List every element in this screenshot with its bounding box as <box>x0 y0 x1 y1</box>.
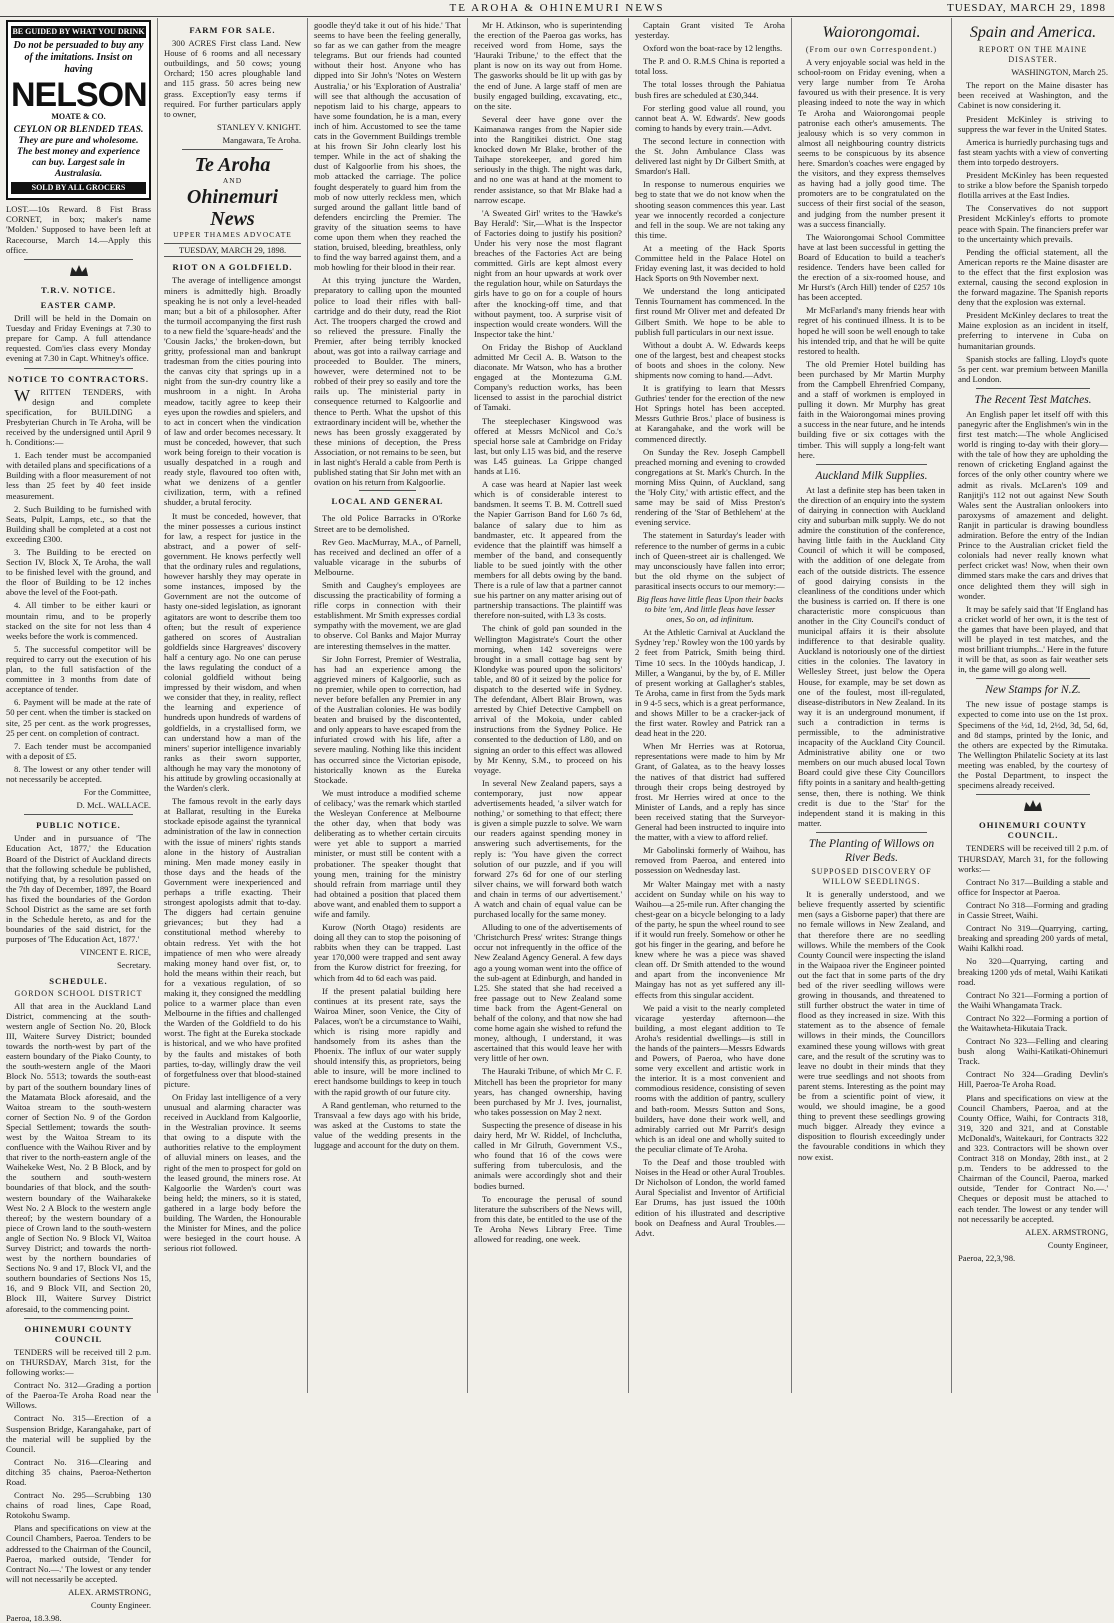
schedule-subheading: GORDON SCHOOL DISTRICT <box>14 988 143 998</box>
public-notice-signature-title: Secretary. <box>116 960 151 971</box>
local-item: The old Police Barracks in O'Rorke Street are to be demolished. <box>314 513 461 534</box>
nameplate-and: AND <box>222 176 243 186</box>
lost-notice: LOST.—10s Reward. 8 Fist Brass CORNET, in box; maker's name 'Molden.' Supposed to have been left at Racecourse, March 14.—Apply this office. <box>6 204 151 255</box>
trv-title: EASTER CAMP. <box>40 299 117 310</box>
contractors-item: 2. Such Building to be furnished with Seats, Pulpit, Lamps, etc., so that the Building shall be completed at a cost not exceeding £300. <box>6 503 151 544</box>
news-item: It is gratifying to learn that Messrs Guthries' tender for the erection of the new Hot Springs hotel has been accepted. Messrs Guthrie Bros.' place of business is at Karangahake, and the work will be commenced directly. <box>635 383 785 444</box>
public-notice-signature: VINCENT E. RICE, <box>80 947 151 958</box>
divider <box>816 832 927 833</box>
news-item: In response to numerous enquiries we beg to state that we do not know when the shooting season commences this year. Last year we innocently recorded a conjecture and fell in the soup. We are not taking any this time. <box>635 179 785 240</box>
issue-date: TUESDAY, MARCH 29, 1898. <box>164 243 301 257</box>
riot-paragraph: The famous revolt in the early days at Ballarat, resulting in the Eureka stockade episode against the tyrannical administration of the law in connection with the issue of miners' rights stands alone in the history of Australian mining. Men made money easily in those days and the heads of the Government were inexperienced and perhaps a trifle exacting. Their strongest apologists admit that to-day. The diggers had certain genuine grievances; but they had a constitutional method whereby to obtain redress. Yet with the hot impatience of men who were already making money hand over fist, or, to hold the means within their reach, but for a vexatious regulation, of so making it, they consigned the meddling police to a warmer place than even Melbourne in the fifties and challenged the Warden of the Goldfield to do his worst. The fight at the Eureka stockade is historical, and we who have profited by the faults and mistakes of both parties, to-day, willingly draw the veil of forgetfulness over that blood-stained picture. <box>164 796 301 1089</box>
news-item: We understand the long anticipated Tennis Tournament has commenced. In the first round Mr Oliver met and defeated Dr Gilbert Smith. We hope to be able to publish full particulars in our next issue. <box>635 286 785 337</box>
spain-paragraph: The report on the Maine disaster has been received at Washington, and the Cabinet is now considering it. <box>958 80 1108 111</box>
news-item: A case was heard at Napier last week which is of considerable interest to bandsmen. It seems T. B. M. Cottrell sued the Napier Garrison Band for L60 7s 6d, balance of salary due to him as bandmaster, etc. It appeared from the evidence that the plaintiff was himself a member of the band, and consequently liable to be sued jointly with the other members for all debts owing by the band. There is a rule of law that a partner cannot sue his partner on any matter arising out of partnership transactions. The plaintiff was therefore non-suited, with L3 3s costs. <box>474 479 622 621</box>
news-item: The Hauraki Tribune, of which Mr C. F. Mitchell has been the proprietor for many years, has changed ownership, having been purchased by Mr J. Ives, journalist, who takes possession on May 2 next. <box>474 1066 622 1117</box>
news-item: 'A Sweated Girl' writes to the 'Hawke's Bay Herald': 'Sir,—What is the Inspector of Factories doing to justify his position? Under his very nose the most flagrant breaches of the Factories Act are being committed. Girls are kept almost every night from an hour upwards at work over the regulation hour, while on Saturdays the girls have to go on for a couple of hours after the knocking-off time, and that without payment, too. A surprise visit of inspection would create wonders. Will the Inspector take the hint.' <box>474 207 622 339</box>
news-item: Suspecting the presence of disease in his dairy herd, Mr W. Riddel, of Inchclutha, called in Mr Gilruth, Government V.S., who found that 16 of the cows were suffering from tuberculosis, and the animals were accordingly shot and their bodies burned. <box>474 1119 622 1191</box>
council-item: Contract No 317—Building a stable and office for Inspector at Paeroa. <box>958 876 1108 897</box>
willows-subheading: SUPPOSED DISCOVERY OF WILLOW SEEDLINGS. <box>811 866 932 887</box>
waiorongomai-paragraph: A very enjoyable social was held in the school-room on Friday evening, when a very large number from Te Aroha favoured us with their presence. It is very pleasing indeed to note the way in which Te Aroha and Waiorongomai people patronise each other's amusements. The jealousy which is so very common in almost all neighbouring country districts seems to be conspicuous by its absence here. Smardon's coaches were engaged by the visitors, and they express themselves as having had a jolly good time. The promoters are to be congratulated on the success of their first social of the season, and judging from the number present it was a success financially. <box>798 57 945 229</box>
news-item: We paid a visit to the nearly completed vicarage yesterday afternoon—the building, a most elegant addition to Te Aroha's residential dwellings—is still in the hands of the painters—Messrs Edwards and Powers, of Paeroa, who have done some very excellent and artistic work in the interior. It is a most convenient and commodious residence, consisting of seven rooms with the addition of pantry, scullery and bath-room. Messrs Sutton and Sons, builders, have done their work well, and admirably carried out Mr Parrit's design which is an ideal one and wholly suited to the peculiar climate of Te Aroha. <box>635 1002 785 1154</box>
column-5 <box>629 18 792 1393</box>
waiorongomai-heading: Waiorongomai. <box>822 24 921 41</box>
willows-heading: The Planting of Willows on River Beds. <box>808 837 935 864</box>
local-item: Smith and Caughey's employees are discussing the practicability of forming a rifle corps in connection with their establishment. Mr Smith expresses cordial sympathy with the movement, we are glad to observe. Col Banks and Major Murray are interesting themselves in the matter. <box>314 579 461 651</box>
column-1 <box>0 18 158 1623</box>
spain-paragraph: President McKinley declares to treat the Maine explosion as an incident in itself, preferring to intervene in Cuba on humanitarian grounds. <box>958 310 1108 351</box>
news-item: To encourage the perusal of sound literature the subscribers of the News will, from this date, be entitled to the use of the Te Aroha News Library Free. Time allowed for reading, one week. <box>474 1193 622 1244</box>
local-item: We must introduce a modified scheme of celibacy,' was the remark which startled the Wesleyan Conference at Melbourne the other day, when that body was deliberating as to whether certain circuits were yet able to support a married minister, or must still be content with a probationer. The speaker thought that young men, training for the ministry should refrain from marriage until they had obtained a position that placed them above want, and enabled them to support a wife and family. <box>314 787 462 919</box>
divider <box>359 509 416 510</box>
contractors-signature: D. McL. WALLACE. <box>76 800 151 811</box>
spain-paragraph: Spanish stocks are falling. Lloyd's quote 5s per cent. war premium between Manilla and London. <box>958 353 1108 384</box>
council-item: Contract No 324—Grading Devlin's Hill, Paeroa-Te Aroha Road. <box>958 1069 1108 1090</box>
news-item: When Mr Herries was at Rotorua, representations were made to him by Mr Grant, of Galatea, as to the heavy losses the natives of that district had suffered through their crops being destroyed by frost. Mr Herries wired at once to the Minister of Lands, and a reply has since been received stating that the Surveyor-General had been instructed to inquire into the matter, with a view to afford relief. <box>635 741 785 843</box>
council-item: Contract No. 295—Scrubbing 130 chains of road lines, Cape Road, Rotokohu Swamp. <box>6 1490 151 1521</box>
contractors-item: 7. Each tender must be accompanied with a deposit of £5. <box>6 740 151 761</box>
crown-icon <box>958 799 1108 815</box>
news-item: The total losses through the Pahiatua bush fires are scheduled at £30,344. <box>635 79 785 100</box>
council-heading: OHINEMURI COUNTY COUNCIL. <box>979 820 1087 841</box>
news-item: To the Deaf and those troubled with Noises in the Head or other Aural Troubles. Dr Nicholson of London, the world famed Aural Specialist and Inventor of Artificial Ear Drums, has just issued the 100th edition of his illustrated and descriptive book on Deafness and Aural Troubles.—Advt. <box>635 1157 785 1238</box>
council-signature: ALEX. ARMSTRONG, <box>1025 1226 1108 1237</box>
news-item: Captain Grant visited Te Aroha yesterday. <box>635 20 785 41</box>
test-matches-heading: The Recent Test Matches. <box>974 393 1092 406</box>
council-item: No 320—Quarrying, carting and breaking 1200 yds of metal, Waihi Katikati road. <box>958 956 1108 987</box>
divider <box>359 490 416 491</box>
news-item: For sterling good value all round, you cannot beat A. W. Edwards'. New goods coming to hands by every train.—Advt. <box>635 102 785 133</box>
spain-paragraph: Pending the official statement, all the American reports re the Maine disaster are to the effect that the first explosion was external, causing the second explosion in the forward magazine. The Spanish reports deny that the explosion was external. <box>958 246 1108 308</box>
masthead-title: TE AROHA & OHINEMURI NEWS <box>449 2 665 14</box>
contractors-heading: NOTICE TO CONTRACTORS. <box>7 373 150 384</box>
ad-brand: NELSON <box>11 76 147 115</box>
council-item: Contract No. 315—Erection of a Suspension Bridge, Karangahake, part of the material will be supplied by the Council. <box>6 1413 151 1454</box>
spain-subheading: REPORT ON THE MAINE DISASTER. <box>978 45 1088 65</box>
stamps-paragraph: The new issue of postage stamps is expected to come into use on the 1st prox. Specimens of the ½d, 1d, 2½d, 3d, 5d, 6d, and 8d stamps, printed by the Ionic, and the others are expected by the Rimutaka. The Wellington Philatelic Society at its last meeting was enabled, by the courtesy of the Postal Department, to inspect the specimens already received. <box>958 699 1108 791</box>
spain-paragraph: President McKinley is striving to suppress the war fever in the United States. <box>958 113 1108 134</box>
crown-icon <box>6 264 151 280</box>
news-item: The statement in Saturday's leader with reference to the number of germs in a cubic inch of Queen-street air is challenged. We may unconsciously have fallen into error; but the old rhyme on the subject of parasitical insects occurs to our memory:— <box>635 530 785 591</box>
contractors-item: 6. Payment will be made at the rate of 50 per cent. when the timber is stacked on site, 25 per cent. as the work progresses, 25 per cent. on completion of contract. <box>6 697 151 738</box>
council-item: Contract No 321—Forming a portion of the Waihi Whangamata Track. <box>958 989 1108 1010</box>
milk-heading: Auckland Milk Supplies. <box>815 469 928 482</box>
divider <box>976 678 1090 679</box>
council-item: Contract No 319—Quarrying, carting, breaking and spreading 200 yards of metal, Waihi Kalkhi road. <box>958 923 1108 954</box>
council-item: Contract No. 316—Clearing and ditching 35 chains, Paeroa-Netherton Road. <box>6 1456 151 1487</box>
news-item: In several New Zealand papers, says a contemporary, just now appear advertisements headed, 'a silver watch for nothing,' or something to that effect; there is given a simple puzzle to solve. We warn our readers against spending money in answering such advertisements, for the reply is: 'You have given the correct solution of our puzzle, and if you will forward 27s 6d for one of our sterling silver chains, we will forward both watch and chain in terms of our advertisement.' A watch and chain of equal value can be purchased locally for the same money. <box>474 777 622 920</box>
schedule-heading: SCHEDULE. <box>49 975 108 986</box>
column-3 <box>308 18 468 1393</box>
riot-continued: At this trying juncture the Warden, preparatory to calling upon the mounted police to load their rifles with ball-cartridge and do their duty, read the Riot Act. The troopers charged the crowd and so relieved the pressure. Finally the Premier, after being terribly knocked about, was got into a railway carriage and proceeded to Boulder. The miners, however, were determined not to be robbed of their prey so easily and tore the rails up. The ministerial party in consequence returned to Kalgoorlie and thence to Perth. What the upshot of this extraordinary incident will be, whether the news has been grossly exaggerated by these minions of deception, the Press Association, or not remains to be seen, but in last night's Herald a cable from Perth is published stating that Sir John met with an ovation on his return from Kalgoorlie. <box>314 275 461 488</box>
column-4 <box>468 18 629 1393</box>
waiorongomai-subheading: (From our own Correspondent.) <box>805 45 938 54</box>
local-item: A Rand gentleman, who returned to the Transvaal a few days ago with his bride, was asked at the Customs to state the value of the wedding presents in the luggage and account for the duty on them. <box>314 1099 461 1151</box>
ad-line-1: BE GUIDED BY WHAT YOU DRINK <box>11 26 146 38</box>
news-item: At a meeting of the Hack Sports Committee held in the Palace Hotel on Friday evening last, it was decided to hold Hack Sports on 9th November next. <box>635 242 785 284</box>
farm-heading: FARM FOR SALE. <box>189 25 276 35</box>
news-item: Without a doubt A. W. Edwards keeps one of the largest, best and cheapest stocks of boots and shoes in the colony. New shipments now coming to hand.—Advt. <box>635 339 785 380</box>
spain-dateline: WASHINGTON, March 25. <box>1011 67 1108 78</box>
local-item: Sir John Forrest, Premier of Westralia, has had an experience among the aggrieved miners of Kalgoorlie, such as no premier, while open to correction, had never before befallen any Premier in any of the Australian colonies. He was bodily beaten and bruised by the discontented, and only appears to have escaped from the infuriated crowd with his life, after a severe mauling. Nothing like this incident has occurred since the Victorian episode, historically known as the Eureka Stockade. <box>314 653 461 785</box>
council-item: Contract No 318—Forming and grading in Cassie Street, Waihi. <box>958 899 1108 921</box>
council-extra: Plans and specifications on view at the Council Chambers, Paeroa, and at the County Office, Waihi, for Contracts 318, 319, 320 and 321, and at Constable McDonald's, Waitekauri, for Contracts 322 and 323. Contractors will be shown over Contract 318 on Monday, 28th inst., at 2 p.m. Tenders to be addressed to the Chairman of the Council, Paeroa, marked outside, 'Tender for Contract No.—.' Cheques or deposit must be attached to each tender. The lowest or any tender will not necessarily be accepted. <box>958 1092 1108 1224</box>
news-item: The P. and O. R.M.S China is reported a total loss. <box>635 56 785 77</box>
council-item: Contract No. 312—Grading a portion of the Paeroa-Te Aroha Road near the Willows. <box>6 1380 151 1411</box>
divider <box>24 1318 133 1319</box>
milk-paragraph: At last a definite step has been taken in the direction of an enquiry into the system of dairying in connection with Auckland city and suburban milk supply. We do not admire the constitution of the conference, having little faith in the Auckland City Council of which it will be composed, with the addition of one delegate from each of the outside districts. The essence of good dairying consists in the cleanliness of the conditions under which the business is carried on. If there is one characteristic more conspicuous than another in the City Council's conduct of municipal affairs it is their absolute indifference to that desirable quality. Auckland is notoriously one of the dirtiest cities in the colonies. The lavatory in Wellesley Street, just below the Opera House, for example, may be set down as one of the foulest, most ill-regulated, disease-distributors in New Zealand. In its way it is an underground monument, if such a contradiction in terms is permissible, to the administrative incapacity of the Auckland City Council. Administrative ability one or two members on our much abused local Town Board could give these City Councillors fifty points in a sanitary and health-getting sense, then, there is nothing. We think credit is due to the 'Star' for the independent stand it is making in this matter. <box>798 484 945 828</box>
divider <box>182 149 283 150</box>
news-item: The second lecture in connection with the St. John Ambulance Class was delivered last night by Dr Gilbert Smith, at Smardon's Hall. <box>635 135 785 177</box>
local-item: Rev Geo. MacMurray, M.A., of Parnell, has received and declined an offer of a valuable vicarage in the suburbs of Melbourne. <box>314 536 461 577</box>
local-item: Kurow (North Otago) residents are doing all they can to stop the poisoning of rabbits when they can be trapped. Last year 170,000 were trapped and sent away from the Kurow district for freezing, for which from 4d to 6d each was paid. <box>314 922 461 983</box>
ad-brand-sub: MOATE & CO. <box>51 112 106 122</box>
masthead-date: TUESDAY, MARCH 29, 1898 <box>947 2 1106 14</box>
council-signature: ALEX. ARMSTRONG, <box>68 1586 151 1597</box>
columns <box>0 18 1114 1623</box>
council-item: Contract No 323—Felling and clearing bush along Waihi-Katikati-Ohinemuri Track. <box>958 1036 1108 1067</box>
farm-signature: STANLEY V. KNIGHT. <box>217 121 301 132</box>
column-7 <box>952 18 1114 1393</box>
spain-heading: Spain and America. <box>969 24 1097 41</box>
riot-continued: goodle they'd take it out of his hide.' That seems to have been the feeling generally, so far as we can gather from the meagre telegrams. But our friends had counted without their host. Anyone who has dipped into Sir John's 'Notes on Western Australia,' or his 'Exploration of Australia' will see that although the accusation of nepotism laid to his charge, appears to have some foundation, he is a man, every inch of him. Accustomed to see the tame cats in the Government Buildings tremble at his frown Sir John clearly lost his temper. While in the act of shaking the dust of Kalgoorlie from his shoes, the mob attacked the carriage. The police fought desperately to guard him from the mob of now utterly reckless men, which surged around the gallant little band of defenders encircling the Premier. The gravity of the situation seems to have come upon them when they reached the station, bruised, bleeding, breathless, only to find the way barred against them, and a mob howling for their blood in their rear. <box>314 20 461 273</box>
column-6 <box>792 18 952 1393</box>
nameplate-ohinemuri: Ohinemuri News <box>186 186 279 231</box>
nameplate-te-aroha: Te Aroha <box>194 154 271 177</box>
spain-paragraph: America is hurriedly purchasing tugs and fast steam yachts with a view of converting them into torpedo destroyers. <box>958 136 1108 167</box>
news-item: The chink of gold pan sounded in the Wellington Magistrate's Court the other morning, when 142 sovereigns were brought in a small cottage bag sent by Klondyke was poured upon the solicitors' table, and 80 of it seized by the police for dispatch to the deserted wife in Sydney. The defendant, Albert Blair Brown, was arrested by Chief Detective Campbell on arrival of the Mokoia, under cabled instructions from the Sydney Police. He consented to the deduction of L80, and on signing an order to this effect was allowed by Mr Kenny, S.M., to proceed on his voyage. <box>474 623 622 775</box>
riot-paragraph: The average of intelligence amongst miners is admittedly high. Broadly speaking he is not only a level-headed man; but a bit of a philosopher. After the turmoil accompanying the first rush to a new field the 'square-heads' and the 'Cousin Jacks,' the broken-down, but gritty, professional man and bankrupt tradesman from the cities pouring into the canvas city that springs up in a night from the sun-dry country like a mushroom in a night. In Aroha meadow, tacitly agree to keep their eyes upon the rowdies and spielers, and to act in concert when the vindication of law and order becomes necessary. It must be conceded, however, that such work being foreign to their vocation is usually despatched in a rough and ready style, flavoured too often with, what we denizens of a gentler civilization, term, with a refined shudder, a brutal ferocity. <box>164 275 301 508</box>
council-body: TENDERS will be received till 2 p.m. of THURSDAY, March 31, for the following works:— <box>958 843 1108 874</box>
news-item: Several deer have gone over the Kaimanawa ranges from the Napier side into the Rangitikei district. One stag knocked down Mr Blake, brother of the Taihape storekeeper, and gored him seriously in the thigh. The night was dark, and no one was at hand at the moment to render assistance, so that Mr Blake had a narrow escape. <box>474 113 622 205</box>
news-item: At the Athletic Carnival at Auckland the Sydney 'rep.' Rowley won the 100 yards by 2 feet from Patrick, Smith being third. Time 10 secs. In the 100yds handicap, J. Miller, a Wanganui, by the by, of E. Miller of present working at Gallagher's stables, Te Aroha, came in first from the 5yds mark in 9 4-5 secs, which is a great performance, and shows Miller to be a cracker-jack of the first water. Rowley and Patrick ran a dead heat in the 220. <box>635 627 785 739</box>
waiorongomai-paragraph: The old Premier Hotel building has been purchased by Mr Martin Murphy from the Campbell Ehrenfried Company, and a staff of workmen is employed in pulling it down. Mr Murphy has great faith in the Waiorongomai mines proving a success in the near future, and he intends building five or six cottages with the timber. This will supply a long-felt want here. <box>798 358 945 460</box>
local-general-heading: LOCAL AND GENERAL <box>331 496 444 507</box>
council-body: TENDERS will be received till 2 p.m. on THURSDAY, March 31st, for the following works:— <box>6 1346 151 1378</box>
news-item: Mr Gabolinski formerly of Waihou, has removed from Paeroa, and entered into possession on Wednesday last. <box>635 845 785 876</box>
nameplate-subtitle: UPPER THAMES ADVOCATE <box>173 230 292 240</box>
news-item: On Friday the Bishop of Auckland admitted Mr Cecil A. B. Watson to the diaconate. Mr Watson, who has a brother engaged at the Montezuma G.M. Company's reduction works, has been licensed to assist in the parochial district of Tamaki. <box>474 341 622 413</box>
spain-paragraph: President McKinley has been requested to strike a blow before the Spanish torpedo flotilla arrives at the East Indies. <box>958 170 1108 201</box>
trv-heading: T.R.V. NOTICE. <box>40 284 117 295</box>
farm-body: 300 ACRES First class Land. New House of 6 rooms and all necessary outbuildings, and 50 cows; young Orchard; 150 acres ploughable land and 115 grass. 50 acres being new grass. Exception'ly easy terms if required. For further particulars apply to owner, <box>164 38 301 119</box>
divider <box>816 464 927 465</box>
test-matches-paragraph: It may be safely said that 'If England has a cricket world of her own, it is the test of the games that have been played, and that will be played in test matches, and the most brilliant triumphs...' Here in the future it will be that, as soon as fair weather sets in, the game will go along well. <box>958 603 1108 675</box>
contractors-item: 1. Each tender must be accompanied with detailed plans and specifications of a Building with a floor measurement of not less than 25 feet by 40 feet inside measurement. <box>6 450 151 501</box>
divider <box>24 368 133 369</box>
council-place: Paeroa, 22,3,'98. <box>958 1252 1016 1263</box>
contractors-item: 5. The successful competitor will be required to carry out the execution of his plan, to the full satisfaction of the committee in 3 months from date of acceptance of tender. <box>6 643 151 695</box>
news-item: On Sunday the Rev. Joseph Campbell preached morning and evening to crowded congregations at St. Mark's Church. In the morning Miss Quinn, of Auckland, sang the 'Holy City,' with artistic effect, and the same may be said of Miss Preston's rendering of the 'Star of Bethlehem' at the evening service. <box>635 446 785 528</box>
news-item: Mr Walter Maingay met with a nasty accident on Sunday while on his way to Waihou—a 25-mile run. After changing the chest-gear on a bicycle belonging to a lady of the party, he spun the wheel round to see if it would run freely. Somehow or other he got his finger in the gearing, and before he knew where he was a piece was shaved clean off. Dr Smith attended to the wound and apart from the inconvenience Mr Maingay has not as yet suffered any ill-effects from this singular accident. <box>635 878 785 1000</box>
verse: Big fleas have little fleas Upon their backs to bite 'em, And little fleas have lesser ones, So on, ad infinitum. <box>636 593 784 625</box>
column-2 <box>158 18 308 1393</box>
waiorongomai-paragraph: The Waiorongomai School Committee have at last been successful in getting the Board of Education to build a teacher's residence. Tenders have been called for the erection of a six-roomed house, and Mr Hurst's (Arch Hill) tender of £257 10s has been accepted. <box>798 231 945 303</box>
ad-line-2: Do not be persuaded to buy any of the imitations. Insist on having <box>13 40 144 76</box>
contractors-for: For the Committee, <box>83 787 151 798</box>
contractors-item: 4. All timber to be either kauri or mountain rimu, and to be properly stacked on the site for not less than 4 weeks before the work is commenced. <box>6 600 151 641</box>
council-item: Contract No 322—Forming a portion of the Waitawheta-Hikutaia Track. <box>958 1012 1108 1033</box>
public-notice-body: Under and in pursuance of 'The Education Act, 1877,' the Education Board of the District of Auckland directs that the following schedule be published, notifying that, by a resolution passed on the 7th day of December, 1897, the Board has fixed the boundaries of the Gordon School District as the same are set forth in the Schedule hereto, as and for the boundaries of the said district, for the purposes of 'The Education Act, 1877.' <box>6 833 151 945</box>
riot-paragraph: It must be conceded, however, that the miner possesses a curious instinct for law, a respect for justice in the abstract, and a power of self-government. He knows perfectly well that the ordinary rules and regulations, however harshly they may operate in some instances, imposed by the Government are not the outcome of hasty one-sided legislation, as ignorant agitators are wont to describe them too often; but the result of experience gathered on scores of Australian goldfields since Hargreaves' discovery half a century ago. No one can peruse the laws regulating the conduct of a colonial goldfield without being impressed by their wisdom, and when we consider that they, in reality, reflect the learning and experience of hundreds upon hundreds of wardens of goldfields, in a crystallised form, we can understand how a man of the miners' superior intelligence invariably ranks as their sworn supporter, although he may vary the monotony of his attitude by growling occasionally at the Warden's clerk. <box>164 510 301 794</box>
masthead <box>0 0 1114 17</box>
local-item: If the present palatial building here continues at its present rate, says the Wairoa Miner, soon Venice, the City of Palaces, won't be a circumstance to Waihi, which is rising more rapidly and handsomely from its ashes than the Phoenix. The influx of our water supply should intensify this, as proprietors, being able to insure, will be more inclined to erect handsome buildings to keep in touch with the rapid growth of our future city. <box>314 985 461 1097</box>
council-extra: Plans and specifications on view at the Council Chambers, Paeroa. Tenders to be addressed to the Chairman of the Council, Paeroa, marked outside, 'Tender for Contract No.—.' The lowest or any tender will not necessarily be accepted. <box>6 1523 151 1584</box>
contractors-intro: WRITTEN TENDERS, with design and complete specification, for BUILDING a Presbyterian Church in Te Aroha, will be received by the undersigned until April 9 h. Conditions:— <box>6 385 151 448</box>
contractors-item: 8. The lowest or any other tender will not necessarily be accepted. <box>6 763 151 784</box>
council-heading: OHINEMURI COUNTY COUNCIL <box>24 1323 133 1344</box>
trv-body: Drill will be held in the Domain on Tuesday and Friday Evenings at 7.30 to prepare for Camp. A full attendance requested. Com'ies class every Monday evening at 7.30 in Capt. Whitney's office. <box>6 313 151 364</box>
news-item: Mr H. Atkinson, who is superintending the erection of the Paeroa gas works, has received word from Home, says the 'Hauraki Tribune,' to the effect that the plant is now on its way out from Home. The gasworks should be lit up with gas by the end of June. A large staff of men are busily engaged building, excavating, etc., on the site. <box>474 20 622 111</box>
public-notice-heading: PUBLIC NOTICE. <box>36 820 121 831</box>
divider <box>976 794 1090 795</box>
riot-paragraph: On Friday last intelligence of a very unusual and alarming character was received in Auckland from Kalgoorlie, in the Westralian province. It seems that owing to a dispute with the authorities relative to the employment of alluvial miners on leases, and the right of the men to prospect for gold on the leased ground, the miners rose. At Kalgoorlie the Warden's court was being held; the miners, so it is stated, gathered in a large body before the building. The Warden, the Honourable the Minister for Mines, and the police were besieged in the court house. A serious riot followed. <box>164 1091 301 1254</box>
ad-tagline: CEYLON OR BLENDED TEAS. They are pure and wholesome. The best money and experience can buy. Largest sale in Australasia. <box>13 125 144 180</box>
riot-heading: RIOT ON A GOLDFIELD. <box>172 262 293 273</box>
news-item: Oxford won the boat-race by 12 lengths. <box>643 43 783 54</box>
news-item: Alluding to one of the advertisements of 'Christchurch Press' writes: Strange things occur not infrequently in the office of the New Zealand Agency General. A few days ago a young woman went into the office of the sub-agent at Edinburgh, and handed in L25. She stated that she had received a free passage out to New Zealand some time back from the Agent-General on behalf of the colony, and that now she had come home again she wished to refund the money, although, I understand, it was ascertained that this would leave her with very little of her own. <box>474 922 622 1064</box>
schedule-body: All that area in the Auckland Land District, commencing at the south-western angle of Section No. 20, Block III, Waitere Survey District; bounded towards the north-west by part of the eastern boundary of the Piako County, to the south-western angle of the Maori Block No. 5513; towards the south-east by part of the southern boundary lines of the Matamata Block aforesaid, and the Waitoa stream to the south-western corner of Section No. 9 of the Gordon Special Settlement; towards the south-west by the Waitoa Stream to its confluence with the Waihou River and by that river to the north-eastern angle of the Waihekeke West, No. 2 B Block, and by the southern and south-western boundaries of that block, and the south-western boundary of the Waiharakeke West No. 2 A Block to the western angle thereof; by the western boundary of a piece of Crown land to the south-western angle of Section No. 9 Block VI, Waitoa Survey District; and towards the north-west by the northern boundaries of Sections No. 9 and 17, Block VI, and the southern boundaries of Sections Nos 15, 16, and 9 Block VII, and Section 20, Block III, Waitere Survey District aforesaid, to the commencing point. <box>6 1000 151 1314</box>
divider <box>24 259 133 260</box>
nelson-tea-advert <box>6 20 151 200</box>
test-matches-paragraph: An English paper let itself off with this panegyric after the Englishmen's win in the first test match:—The whole Anglicised world is ringing to-day with their glory—with the tale of how they are upholding the renown of cricketing England against the forces of the only other country where we admit as rivals. McLaren's 109 and Ranjitji's 112 not out against New South Wales sent the Australian onlookers into paroxysms of amazement and delight. Ranjit in particular is drawing boundless admiration. Before the entry of the Indian Prince to the Australian cricket field the colonials had never really known what perfect cricket was! Now, when their own dimmed stars make the cars and drives that once delighted them they will sigh in wonder. <box>958 408 1108 601</box>
divider <box>24 814 133 815</box>
council-signature-title: County Engineer, <box>1047 1239 1108 1250</box>
willows-paragraph: It is generally understood, and we believe frequently asserted by scientific men (says a Gisborne paper) that there are no female willows in New Zealand, and that therefore there are no seedling willows. While the members of the Cook County Council were inspecting the island in the Waipaoa river the Engineer pointed out the fact that in some parts of the dry bed of the river seedling willows were growing in thousands, and threatened to still further obstruct the water in time of flood as they increased in size. With this statement as to the absence of female willows in their minds, the Councillors examined these young willows with great care, and the result of the scrutiny was to leave no doubt in their minds that they were true seedlings and not shoots from parent stems. Interesting as the point may be from a scientific point of view, it would, we should imagine, be a good thing to prevent these seedlings growing much bigger. Already they evince a disposition to flourish exceedingly under the favourable conditions in which they now exist. <box>798 889 945 1162</box>
council-signature-title: County Engineer. <box>90 1600 151 1610</box>
divider <box>976 388 1090 389</box>
news-item: The steeplechaser Kingswood was offered at Messrs McNicol and Co.'s special horse sale at Cambridge on Friday last, but only L15 was bid, and the reserve was L45 guineas. La Grippe changed hands at L16. <box>474 415 622 477</box>
waiorongomai-paragraph: Mr McFarland's many friends hear with regret of his continued illness. It is to be hoped he will soon be well enough to take his intended trip, and that he will be quite restored to health. <box>798 305 945 356</box>
council-place: Paeroa, 18.3.98. <box>6 1613 62 1623</box>
spain-paragraph: The Conservatives do not support President McKinley's efforts to promote peace with Spain. The financiers prefer war to the uncertainty which prevails. <box>958 203 1108 244</box>
contractors-item: 3. The Building to be erected on Section IV, Block X, Te Aroha, the wall to be finished level with the ground, and the floor of Building to be 12 inches above the level of the Foot-path. <box>6 547 151 598</box>
stamps-heading: New Stamps for N.Z. <box>985 684 1081 697</box>
ad-sold: SOLD BY ALL GROCERS <box>11 182 146 194</box>
farm-signature-place: Mangawara, Te Aroha. <box>222 134 301 145</box>
